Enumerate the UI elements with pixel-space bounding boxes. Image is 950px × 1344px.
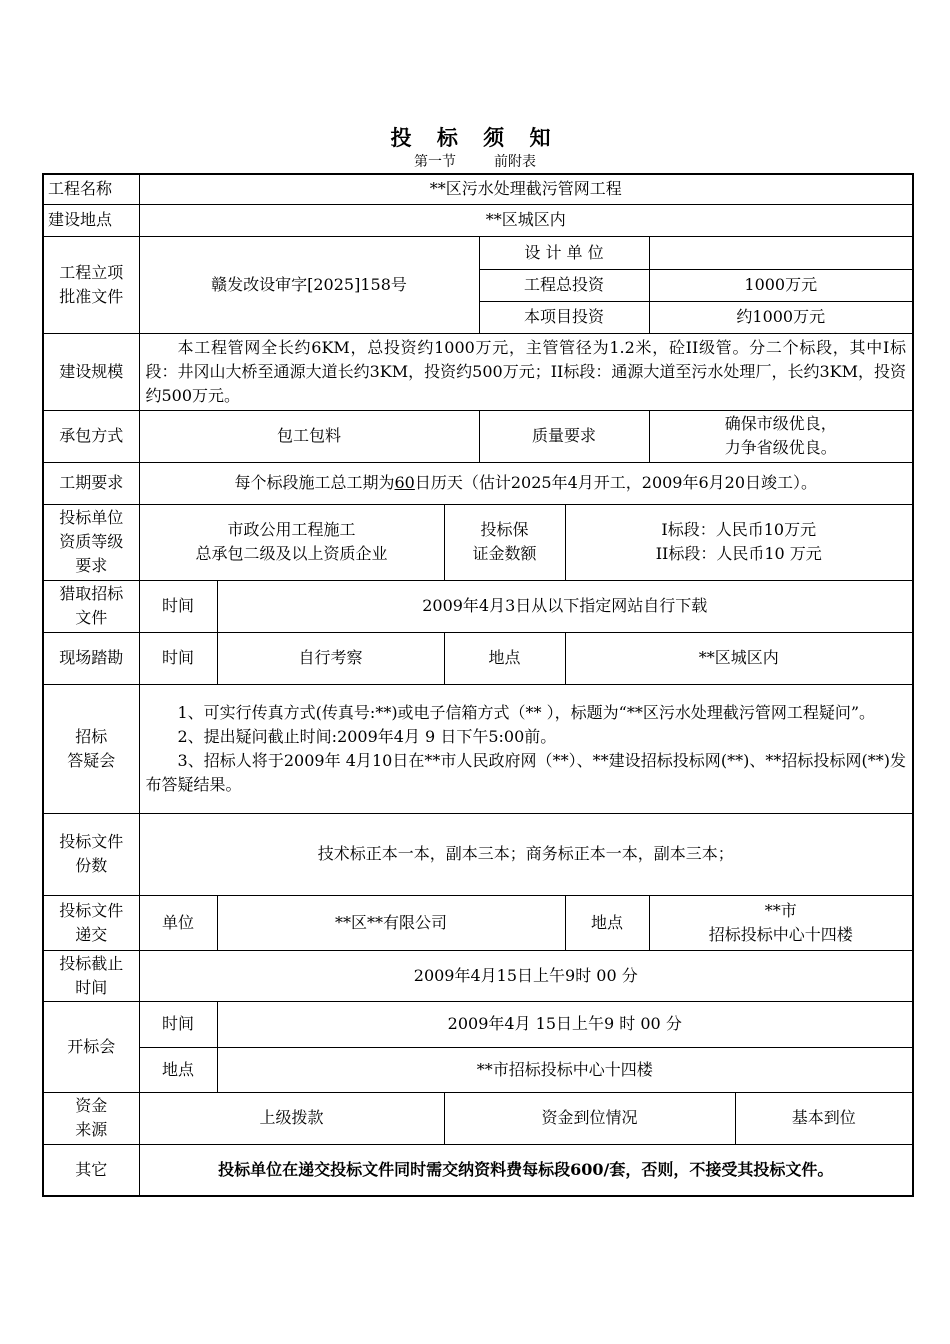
- value-approval: 赣发改设审字[2025]158号: [139, 236, 479, 333]
- row-deadline: [43, 950, 913, 1001]
- value-scale: 本工程管网全长约6KM，总投资约1000万元，主管管径为1.2米，砼II级管。分二个标段，其中I标段：井冈山大桥至通源大道长约3KM，投资约500万元；II标段：通源大道至污水处理厂，长约3KM，投资约500万元。: [139, 333, 913, 410]
- label-qualification: 投标单位 资质等级 要求: [43, 504, 139, 580]
- row-site-visit: [43, 632, 913, 684]
- value-total-investment: 1000万元: [649, 269, 913, 301]
- row-qualification: [43, 504, 913, 580]
- value-contract: 包工包料: [139, 410, 479, 462]
- label-scale: 建设规模: [43, 333, 139, 410]
- label-qa: 招标 答疑会: [43, 684, 139, 813]
- value-qualification: 市政公用工程施工 总承包二级及以上资质企业: [139, 504, 444, 580]
- label-approval: 工程立项 批准文件: [43, 236, 139, 333]
- label-site-visit: 现场踏勘: [43, 632, 139, 684]
- row-scale: [43, 333, 913, 410]
- label-site-visit-time: 时间: [139, 632, 217, 684]
- label-project-investment: 本项目投资: [479, 301, 649, 333]
- value-design-unit: [649, 236, 913, 269]
- value-submit-place: **市 招标投标中心十四楼: [649, 895, 913, 950]
- value-project-investment: 约1000万元: [649, 301, 913, 333]
- value-opening-place: **市招标投标中心十四楼: [217, 1047, 913, 1092]
- row-location: [43, 204, 913, 236]
- page-title: 投 标 须 知: [390, 126, 560, 150]
- label-opening-place: 地点: [139, 1047, 217, 1092]
- row-other: [43, 1144, 913, 1196]
- row-opening-time: [43, 1001, 913, 1047]
- period-days: 60: [394, 473, 415, 492]
- label-opening: 开标会: [43, 1001, 139, 1092]
- label-funds: 资金 来源: [43, 1092, 139, 1144]
- row-qa: [43, 684, 913, 813]
- label-project-name: 工程名称: [43, 174, 139, 204]
- value-period: 每个标段施工总工期为60日历天（估计2025年4月开工，2009年6月20日竣工）。: [139, 462, 913, 504]
- value-other: 投标单位在递交投标文件同时需交纳资料费每标段600/套，否则，不接受其投标文件。: [139, 1144, 913, 1196]
- row-approval-1: [43, 236, 913, 269]
- value-qa: 1、可实行传真方式(传真号:**)或电子信箱方式（** ），标题为“**区污水处理截污管网工程疑问”。 2、提出疑问截止时间:2009年4月 9 日下午5:00前。 3、招标人将于2009年 4月10日在**市人民政府网（**）、**建设招标投标网(**)、**招标投标网(**)发布答疑结果。: [139, 684, 913, 813]
- section-number: 第一节: [414, 154, 456, 170]
- value-funds-status: 基本到位: [735, 1092, 913, 1144]
- label-location: 建设地点: [43, 204, 139, 236]
- label-bond: 投标保 证金数额: [444, 504, 565, 580]
- row-funds: [43, 1092, 913, 1144]
- label-period: 工期要求: [43, 462, 139, 504]
- label-submit-place: 地点: [565, 895, 649, 950]
- label-obtain-time: 时间: [139, 580, 217, 632]
- bid-info-table: [42, 173, 914, 1197]
- label-opening-time: 时间: [139, 1001, 217, 1047]
- value-site-visit-time: 自行考察: [217, 632, 444, 684]
- row-obtain: [43, 580, 913, 632]
- value-opening-time: 2009年4月 15日上午9 时 00 分: [217, 1001, 913, 1047]
- label-total-investment: 工程总投资: [479, 269, 649, 301]
- row-opening-place: [43, 1047, 913, 1092]
- section-subtitle: [0, 151, 950, 171]
- section-name: 前附表: [494, 154, 536, 170]
- label-site-visit-place: 地点: [444, 632, 565, 684]
- value-copies: 技术标正本一本，副本三本；商务标正本一本，副本三本；: [139, 813, 913, 895]
- row-contract: [43, 410, 913, 462]
- label-deadline: 投标截止 时间: [43, 950, 139, 1001]
- row-submit: [43, 895, 913, 950]
- label-contract: 承包方式: [43, 410, 139, 462]
- label-other: 其它: [43, 1144, 139, 1196]
- label-obtain: 猎取招标 文件: [43, 580, 139, 632]
- value-project-name: **区污水处理截污管网工程: [139, 174, 913, 204]
- label-quality: 质量要求: [479, 410, 649, 462]
- row-copies: [43, 813, 913, 895]
- row-period: [43, 462, 913, 504]
- label-submit-unit: 单位: [139, 895, 217, 950]
- label-copies: 投标文件 份数: [43, 813, 139, 895]
- row-project-name: [43, 174, 913, 204]
- value-deadline: 2009年4月15日上午9时 00 分: [139, 950, 913, 1001]
- value-location: **区城区内: [139, 204, 913, 236]
- label-funds-status: 资金到位情况: [444, 1092, 735, 1144]
- value-submit-unit: **区**有限公司: [217, 895, 565, 950]
- value-quality: 确保市级优良， 力争省级优良。: [649, 410, 913, 462]
- label-submit: 投标文件 递交: [43, 895, 139, 950]
- label-design-unit: 设 计 单 位: [479, 236, 649, 269]
- value-site-visit-place: **区城区内: [565, 632, 913, 684]
- value-funds: 上级拨款: [139, 1092, 444, 1144]
- value-obtain: 2009年4月3日从以下指定网站自行下载: [217, 580, 913, 632]
- value-bond: I标段：人民币10万元 II标段：人民币10 万元: [565, 504, 913, 580]
